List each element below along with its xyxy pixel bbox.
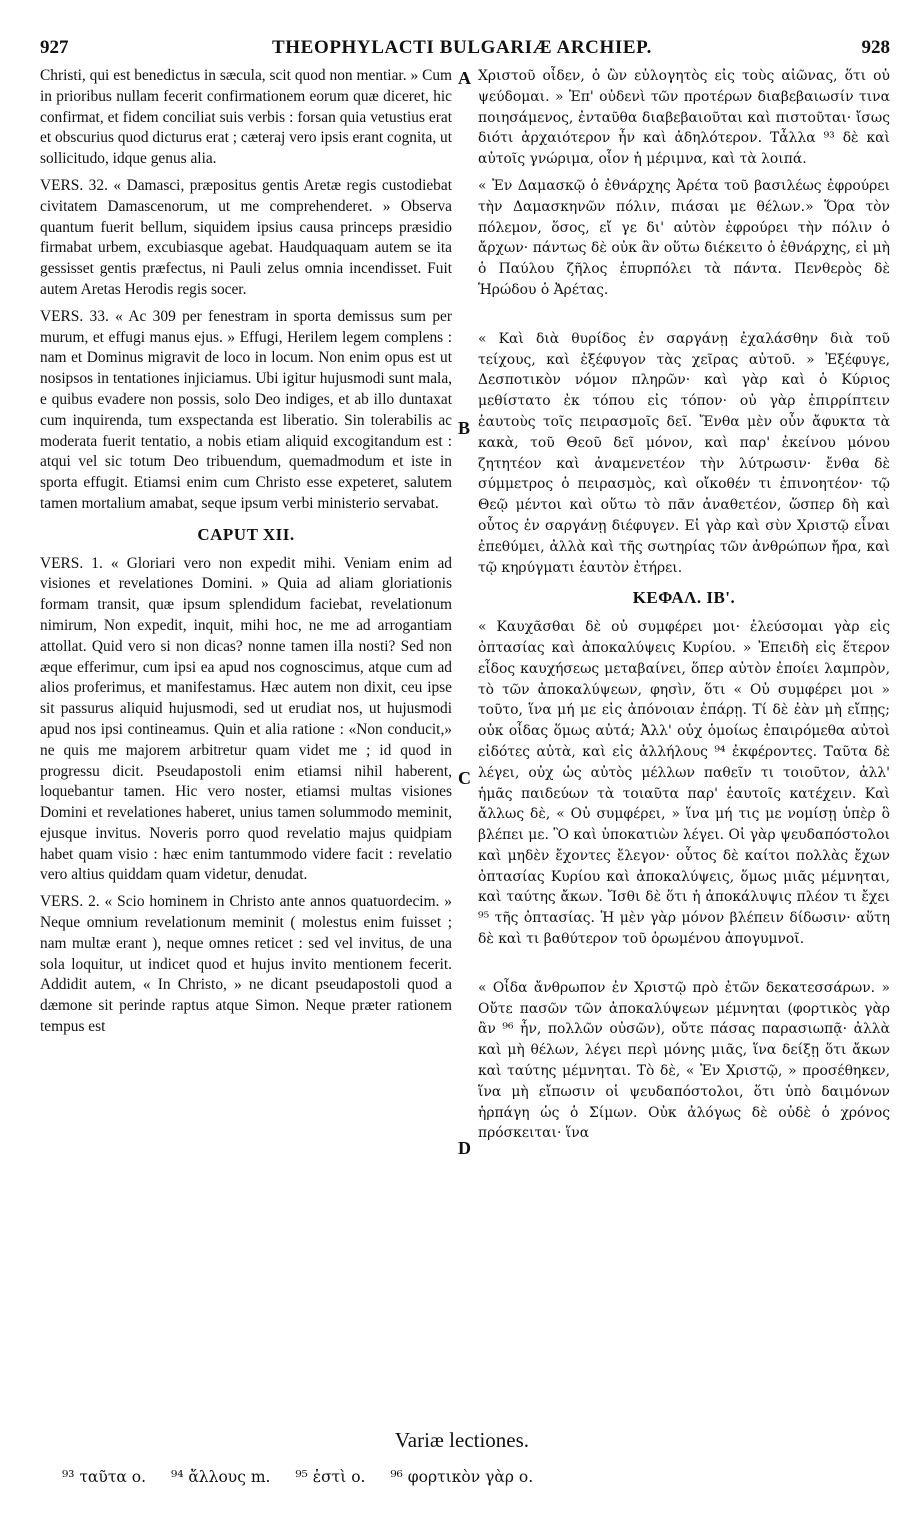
- footnote-95: ⁹⁵ ἐστὶ ο.: [295, 1468, 366, 1486]
- margin-letter-c: C: [458, 768, 471, 788]
- margin-letter-a: A: [458, 68, 471, 88]
- latin-paragraph-1: Christi, qui est benedictus in sæcula, scit quod non mentiar. » Cum in prioribus nullam fecerit confirmationem eorum quæ diceret, hic confirmat, et fidem conciliat suis verbis : forsan quia vetustius erat et obscurius quod dicturus erat ; cæteraj vero ipsis erant cognita, ut sollicitudo, idque genus alia.: [40, 67, 453, 168]
- page-number-left: 927: [40, 37, 69, 58]
- latin-paragraph-4: VERS. 1. « Gloriari vero non expedit mihi. Veniam enim ad visiones et revelationes Domini. » Quia ad aliam gloriationis formam transit, quæ ipsum splendidum faciebat, revelationum nimirum, Non expedit, inquit, mihi hoc, ne me ad arrogantiam attollat. Quid vero si non dicas? nonne tamen illa nosti? Sed non æque efferimur, cum ipsi ea apud nos cognoscimus, atque cum ad alios proferimus, et manifestamus. Hæc autem non dixit, ceu ipse sit passurus aliquid hujusmodi, sed ut erudiat nos, ut hujusmodi apud nos ipsi contineamus. Quin et alia ratione : «Non conducit,» ne quis me majorem arbitretur quam videt me ; id quod in progressu dicit. Pseudapostoli enim etiamsi nihil haberent, loquebantur tamen. Hic vero noster, etiamsi multas visiones Domini et revelationes haberet, unius tamen solummodo meminit, ejusque invitus. Noveris porro quod revelatio majus quidpiam habet quam visio : hæc enim tantummodo videre facit : revelatio vero altius quiddam quam videtur, denudat.: [40, 554, 452, 884]
- greek-paragraph-3: « Καὶ διὰ θυρίδος ἐν σαργάνῃ ἐχαλάσθην διὰ τοῦ τείχους, καὶ ἐξέφυγον τὰς χεῖρας αὐτοῦ. » Ἐξέφυγε, Δεσποτικὸν νόμον πληρῶν· καὶ γὰρ καὶ ὁ Κύριος μεθίστατο ἐκ τόπου εἰς τόπον· οὐ γὰρ ἐπιρρίπτειν ἑαυτοὺς τοῖς πειρασμοῖς δεῖ. Ἔνθα μὲν οὖν ἄφυκτα τὰ κακὰ, τοῦ Θεοῦ δεῖ μόνον, καὶ παρ' ἐκείνου μόνου ζητητέον καὶ ἀναμενετέον τὴν λύτρωσιν· ἔνθα δὲ σύμμετρος ὁ πειρασμὸς, καὶ οἴκοθέν τι ἐπινοητέον· τῷ Θεῷ μέντοι καὶ οὕτω τὸ πᾶν ἀναθετέον, ὥσπερ δὴ καὶ οὗτος ἐν σαργάνῃ διέφυγεν. Εἰ γὰρ καὶ σὺν Χριστῷ εἶναι ἐπεθύμει, ἀλλὰ καὶ τῆς σωτηρίας τῶν ἀνθρώπων ἤρα, καὶ τῷ κηρύγματι ἑαυτὸν ἐτήρει.: [478, 330, 890, 576]
- latin-paragraph-2: VERS. 32. « Damasci, præpositus gentis Aretæ regis custodiebat civitatem Damascenorum, ut me comprehenderet. » Observa quantum fuerit bellum, siquidem ipsius causa princeps præsidio firmabat urbem, excubiasque agebat. Haudquaquam autem se ita gessisset gentis præfectus, ni Pauli zelus omnia incendisset. Fuit autem Aretas Herodis regis socer.: [40, 176, 452, 298]
- footnotes: [62, 1468, 902, 1486]
- margin-letter-d: D: [458, 1138, 471, 1158]
- latin-chapter-heading: CAPUT XII.: [197, 524, 295, 544]
- variae-lectiones-heading: Variæ lectiones.: [394, 1428, 530, 1452]
- greek-column: [478, 66, 890, 1144]
- greek-chapter-heading: ΚΕΦΑΛ. ΙΒ'.: [632, 588, 736, 608]
- latin-paragraph-3: VERS. 33. « Ac 309 per fenestram in sporta demissus sum per murum, et effugi manus ejus. » Effugi, Herilem legem complens : nam et Dominus migravit de loco in locum. Non enim opus est ut nosipsos in tentationes injiciamus. Ubi igitur hujusmodi sunt mala, e quibus evadere non possis, solo Deo indiges, et ab illo duntaxat cum inquirenda, tum exspectanda est liberatio. Sin tolerabilis ac moderata fuerit tentatio, a nobis etiam aliquid excogitandum est : atqui vel sic totum Deo tribuendum, quemadmodum et iste in sporta effugit. Etiamsi enim cum Christo esse expeteret, salutem tamen mortalium amabat, seque ipsum verbi ministerio servabat.: [40, 307, 452, 512]
- greek-paragraph-4: « Καυχᾶσθαι δὲ οὐ συμφέρει μοι· ἐλεύσομαι γὰρ εἰς ὀπτασίας καὶ ἀποκαλύψεις Κυρίου. » Ἐπειδὴ εἰς ἕτερον εἶδος καυχήσεως μεταβαίνει, ὅπερ αὐτὸν ἐποίει λαμπρὸν, τὸ τῶν ἀποκαλύψεων, φησὶν, ὅτι « Οὐ συμφέρει μοι » τοῦτο, ἵνα μή με εἰς ἀπόνοιαν ἐπάρῃ. Τί δὲ ἐὰν μὴ εἴπῃς; οὐκ οἶδας ὅμως αὐτά; Ἀλλ' οὐχ ὁμοίως ἐπαιρόμεθα αὐτοὶ εἰδότες αὐτὰ, καὶ εἰς ἀλλήλους ⁹⁴ ἐκφέροντες. Ταῦτα δὲ λέγει, οὐχ ὡς αὐτὸς μέλλων παθεῖν τι τοιοῦτον, ἀλλ' ἡμᾶς παιδεύων τὰ τοιαῦτα παρ' ἑαυτοῖς κατέχειν. Καὶ ἄλλως δὲ, « Οὐ συμφέρει, » ἵνα μή τις με νομίσῃ ὑπὲρ ὃ βλέπει με. Ὃ καὶ ὑποκατιὼν λέγει. Οἱ γὰρ ψευδαπόστολοι καὶ μηδὲν ἔχοντες ἔλεγον· οὗτος δὲ καίτοι πολλὰς ἔχων ὀπτασίας Κυρίου καὶ ἀποκαλύψεις, ὅμως μιᾶς μέμνηται, καὶ ταύτης ἄκων. Ἴσθι δὲ ὅτι ἡ ἀποκάλυψις πλέον τι ἔχει ⁹⁵ τῆς ὀπτασίας. Ἡ μὲν γὰρ μόνον βλέπειν δίδωσιν· αὕτη δὲ καὶ τι βαθύτερον τοῦ ὁρωμένου ἀπογυμνοῖ.: [478, 619, 890, 948]
- footnote-94: ⁹⁴ ἄλλους m.: [170, 1468, 271, 1486]
- footnote-96: ⁹⁶ φορτικὸν γὰρ ο.: [390, 1468, 534, 1486]
- greek-paragraph-2: « Ἐν Δαμασκῷ ὁ ἐθνάρχης Ἀρέτα τοῦ βασιλέως ἐφρούρει τὴν Δαμασκηνῶν πόλιν, πιάσαι με θέλων.» Ὅρα τὸν πόλεμον, ὅσος, εἴ γε δι' αὐτὸν ἐφρούρει τὴν πόλιν ὁ ἄρχων· πάντως δὲ οὐκ ἂν οὕτω διέκειτο ὁ ἐθνάρχης, εἰ μὴ ὁ Παύλου ζῆλος ἐπυρπόλει τὰ πάντα. Πενθερὸς δὲ Ἡρώδου ὁ Ἀρέτας.: [478, 177, 890, 298]
- footnote-93: ⁹³ ταῦτα ο.: [62, 1468, 147, 1486]
- running-title: THEOPHYLACTI BULGARIÆ ARCHIEP.: [272, 37, 652, 58]
- greek-paragraph-5: « Οἶδα ἄνθρωπον ἐν Χριστῷ πρὸ ἐτῶν δεκατεσσάρων. » Οὔτε πασῶν τῶν ἀποκαλύψεων μέμνηται (φορτικὸς γὰρ ἂν ⁹⁶ ἦν, πολλῶν οὐσῶν), οὔτε πάσας παρασιωπᾷ· ἀλλὰ καὶ μὴ θέλων, λέγει περὶ μόνης μιᾶς, ἵνα δείξῃ ὅτι ἄκων καὶ ταύτης μέμνηται. Τὸ δὲ, « Ἐν Χριστῷ, » προσέθηκεν, ἵνα μὴ εἴπωσιν οἱ ψευδαπόστολοι, ὅτι ὑπὸ δαιμόνων ἡρπάγη ὡς ὁ Σίμων. Οὐκ ἀλόγως δὲ οὐδὲ ὁ χρόνος πρόσκειται· ἵνα: [478, 979, 890, 1142]
- latin-paragraph-5: VERS. 2. « Scio hominem in Christo ante annos quatuordecim. » Neque omnium revelationum meminit ( molestus enim fuisset ; nam multæ erant ), neque omnes reticet : sed vel invitus, de una sola loquitur, ut indicet quod et hujus invito mentionem fecerit. Addidit autem, « In Christo, » ne dicant pseudapostoli quod a dæmone sit perinde raptus atque Simon. Neque præter rationem tempus est: [40, 893, 452, 1036]
- greek-paragraph-1: Χριστοῦ οἶδεν, ὁ ὢν εὐλογητὸς εἰς τοὺς αἰῶνας, ὅτι οὐ ψεύδομαι. » Ἐπ' οὐδενὶ τῶν προτέρων διαβεβαιωσίν τινα ποιησάμενος, ἐνταῦθα διαβεβαιοῦται καὶ πιστοῦται· ἴσως διότι ἀρχαιότερον ἦν καὶ ἀδηλότερον. Τἆλλα ⁹³ δὲ καὶ αὐτοῖς γνώριμα, οἷον ἡ μέριμνα, καὶ τὰ λοιπά.: [478, 68, 890, 168]
- latin-column: [40, 66, 452, 1038]
- page-number-right: 928: [861, 37, 890, 58]
- margin-letter-b: B: [458, 418, 471, 438]
